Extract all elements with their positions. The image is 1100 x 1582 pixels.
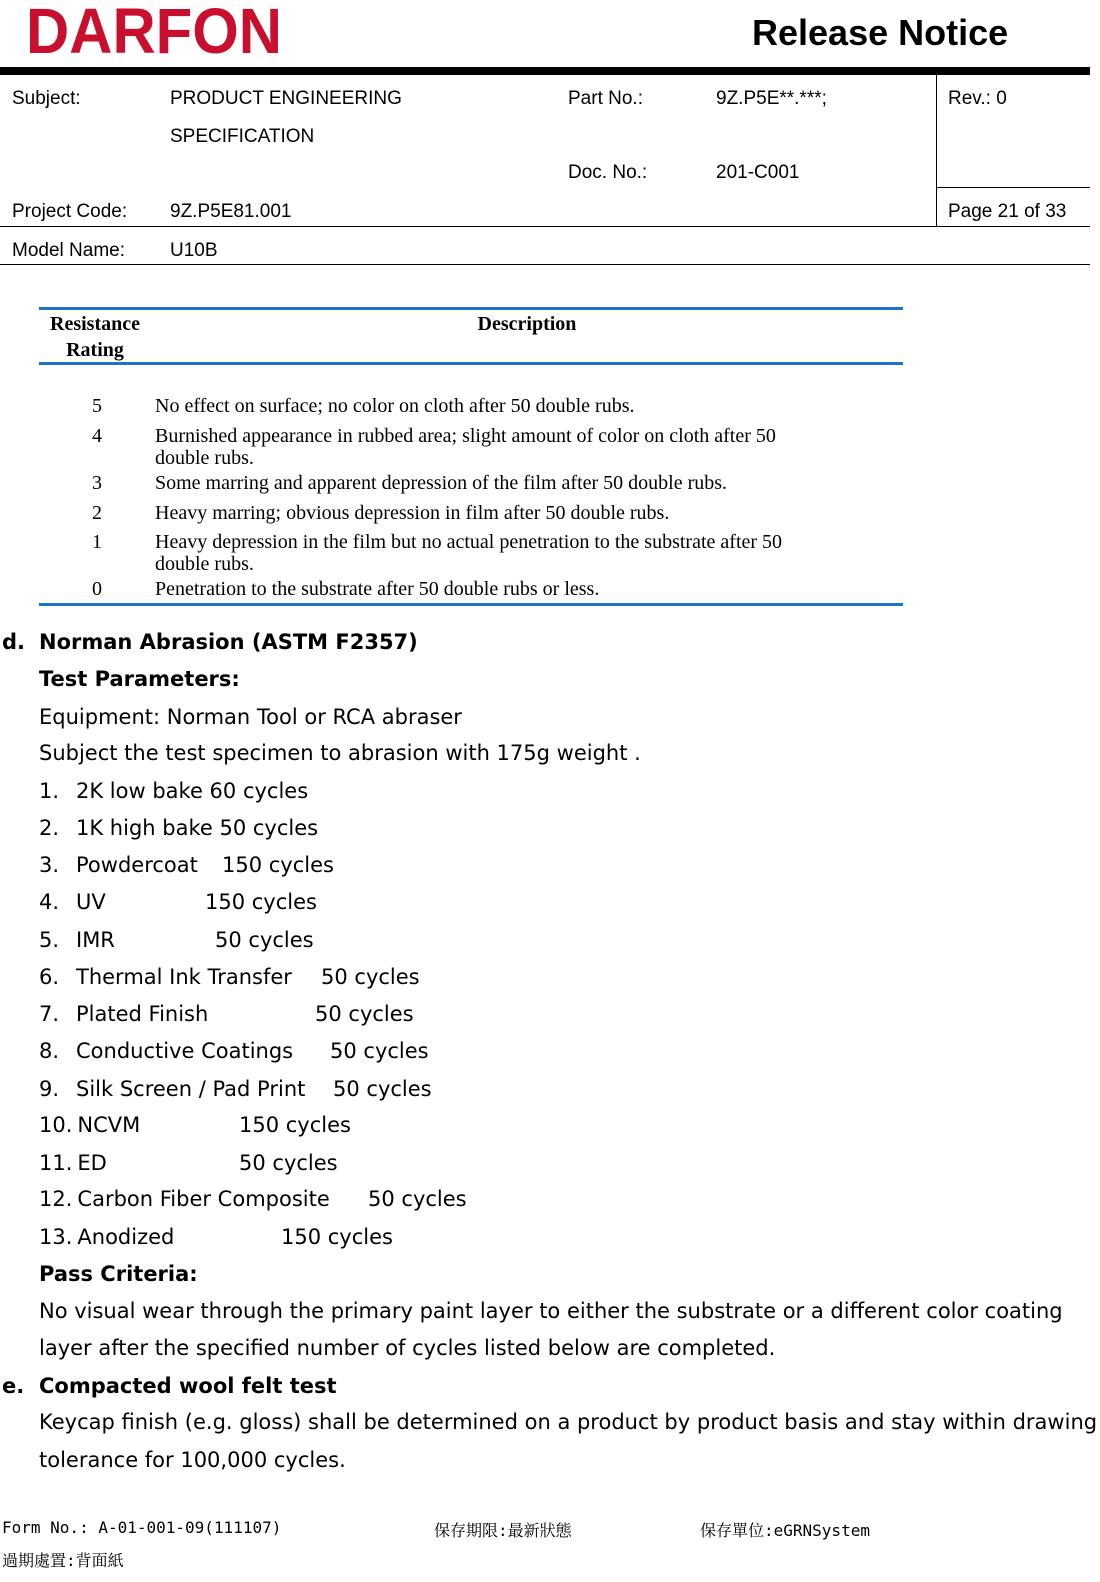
- list-item-name: Anodized: [77, 1225, 175, 1249]
- list-item: [39, 1225, 479, 1249]
- pass-criteria-line1: No visual wear through the primary paint layer to either the substrate or a different color coating: [39, 1299, 1063, 1323]
- list-item-name: IMR: [76, 928, 115, 952]
- table-header-description: Description: [477, 313, 577, 335]
- table-header-rating: [42, 311, 148, 363]
- section-e-line1: Keycap finish (e.g. gloss) shall be determined on a product by product basis and stay within drawing: [39, 1410, 1098, 1434]
- project-code-value: 9Z.P5E81.001: [170, 201, 292, 222]
- table-header-rating-line2: Rating: [66, 339, 124, 361]
- table-cell-description: [155, 578, 855, 600]
- list-item-name: Conductive Coatings: [76, 1039, 294, 1063]
- list-item-name: Thermal Ink Transfer: [76, 965, 292, 989]
- company-logo: [26, 0, 288, 58]
- list-item-number: 2.: [39, 816, 60, 840]
- model-name-label: Model Name:: [12, 240, 125, 261]
- description-line: double rubs.: [155, 553, 254, 575]
- project-code-label: Project Code:: [12, 201, 128, 222]
- list-item: [39, 928, 439, 952]
- list-item-number: 13.: [39, 1225, 73, 1249]
- header-vertical-divider: [936, 75, 937, 227]
- list-item-cycles: 150 cycles: [239, 1113, 351, 1137]
- list-item: [39, 965, 459, 989]
- list-item-number: 7.: [39, 1002, 60, 1026]
- list-item: [39, 890, 439, 914]
- description-line: Burnished appearance in rubbed area; slight amount of color on cloth after 50: [155, 425, 776, 447]
- model-name-value: U10B: [170, 240, 218, 261]
- list-item-number: 1.: [39, 779, 60, 803]
- list-item-name: 2K low bake 60 cycles: [76, 779, 309, 803]
- table-cell-description: [155, 502, 855, 524]
- pass-criteria-heading: Pass Criteria:: [39, 1262, 198, 1286]
- table-cell-rating: 2: [92, 502, 102, 524]
- list-item: [39, 853, 439, 877]
- section-d-marker: d.: [2, 630, 26, 654]
- test-parameters-heading: Test Parameters:: [39, 667, 240, 691]
- header-divider: [0, 226, 1090, 227]
- page-indicator: Page 21 of 33: [948, 201, 1067, 222]
- description-line: double rubs.: [155, 447, 254, 469]
- list-item-cycles: 50 cycles: [333, 1077, 432, 1101]
- weight-line: Subject the test specimen to abrasion with 175g weight .: [39, 741, 641, 765]
- subject-value-line1: PRODUCT ENGINEERING: [170, 88, 402, 109]
- list-item-number: 3.: [39, 853, 60, 877]
- footer-form-no: Form No.: A-01-001-09(111107): [2, 1518, 282, 1537]
- table-header-rule: [39, 362, 903, 365]
- list-item-number: 12.: [39, 1187, 73, 1211]
- subject-value-line2: SPECIFICATION: [170, 126, 315, 147]
- table-header-rating-line1: Resistance: [50, 313, 140, 335]
- section-d-heading: Norman Abrasion (ASTM F2357): [39, 630, 418, 654]
- list-item-name: Silk Screen / Pad Print: [76, 1077, 306, 1101]
- list-item: [39, 1039, 459, 1063]
- doc-no-label: Doc. No.:: [568, 162, 648, 183]
- footer-retention-unit: 保存單位:eGRNSystem: [700, 1521, 870, 1540]
- table-cell-rating: 4: [92, 425, 102, 447]
- list-item-name: NCVM: [77, 1113, 141, 1137]
- list-item: [39, 1187, 479, 1211]
- list-item-cycles: 50 cycles: [239, 1151, 338, 1175]
- table-cell-description: [155, 425, 855, 469]
- section-e-heading: Compacted wool felt test: [39, 1374, 337, 1398]
- list-item-cycles: 50 cycles: [315, 1002, 414, 1026]
- list-item: [39, 779, 308, 803]
- list-item: [39, 816, 318, 840]
- table-cell-rating: 1: [92, 531, 102, 553]
- part-no-value: 9Z.P5E**.***;: [716, 88, 827, 109]
- part-no-label: Part No.:: [568, 88, 643, 109]
- list-item-number: 10.: [39, 1113, 73, 1137]
- list-item-cycles: 150 cycles: [222, 853, 334, 877]
- list-item-name: Plated Finish: [76, 1002, 209, 1026]
- list-item: [39, 1077, 459, 1101]
- header-bottom-divider: [0, 264, 1090, 265]
- list-item: [39, 1151, 459, 1175]
- table-cell-rating: 3: [92, 472, 102, 494]
- footer-expiry-handling: 過期處置:背面紙: [2, 1551, 124, 1570]
- section-e-marker: e.: [2, 1374, 25, 1398]
- subject-label: Subject:: [12, 88, 81, 109]
- list-item: [39, 1002, 459, 1026]
- description-line: No effect on surface; no color on cloth after 50 double rubs.: [155, 395, 635, 417]
- section-e-line2: tolerance for 100,000 cycles.: [39, 1448, 346, 1472]
- table-bottom-rule: [39, 603, 903, 606]
- list-item-number: 11.: [39, 1151, 73, 1175]
- header-rule: [0, 67, 1090, 75]
- list-item-number: 9.: [39, 1077, 60, 1101]
- table-cell-rating: 0: [92, 578, 102, 600]
- revision-label: Rev.: 0: [948, 88, 1007, 109]
- list-item-name: Powdercoat: [76, 853, 198, 877]
- list-item-cycles: 50 cycles: [321, 965, 420, 989]
- list-item-number: 4.: [39, 890, 60, 914]
- table-cell-description: [155, 472, 855, 494]
- list-item-cycles: 50 cycles: [330, 1039, 429, 1063]
- list-item-number: 8.: [39, 1039, 60, 1063]
- page-box-top-border: [936, 187, 1090, 188]
- list-item-cycles: 150 cycles: [281, 1225, 393, 1249]
- list-item-name: UV: [76, 890, 106, 914]
- logo-text: DARFON: [26, 0, 282, 58]
- list-item-number: 5.: [39, 928, 60, 952]
- pass-criteria-line2: layer after the specified number of cycles listed below are completed.: [39, 1336, 776, 1360]
- table-top-rule: [39, 307, 903, 310]
- description-line: Some marring and apparent depression of the film after 50 double rubs.: [155, 472, 728, 494]
- table-cell-rating: 5: [92, 395, 102, 417]
- list-item: [39, 1113, 459, 1137]
- list-item-cycles: 50 cycles: [215, 928, 314, 952]
- list-item-cycles: 150 cycles: [205, 890, 317, 914]
- description-line: Heavy marring; obvious depression in film after 50 double rubs.: [155, 502, 670, 524]
- list-item-cycles: 50 cycles: [368, 1187, 467, 1211]
- table-cell-description: [155, 531, 855, 575]
- list-item-name: Carbon Fiber Composite: [77, 1187, 330, 1211]
- doc-no-value: 201-C001: [716, 162, 800, 183]
- description-line: Penetration to the substrate after 50 double rubs or less.: [155, 578, 600, 600]
- list-item-name: 1K high bake 50 cycles: [76, 816, 319, 840]
- equipment-line: Equipment: Norman Tool or RCA abraser: [39, 705, 462, 729]
- list-item-number: 6.: [39, 965, 60, 989]
- document-title: Release Notice: [752, 12, 1009, 53]
- list-item-name: ED: [77, 1151, 107, 1175]
- footer-retention-period: 保存期限:最新狀態: [434, 1521, 572, 1540]
- description-line: Heavy depression in the film but no actual penetration to the substrate after 50: [155, 531, 783, 553]
- table-cell-description: [155, 395, 855, 417]
